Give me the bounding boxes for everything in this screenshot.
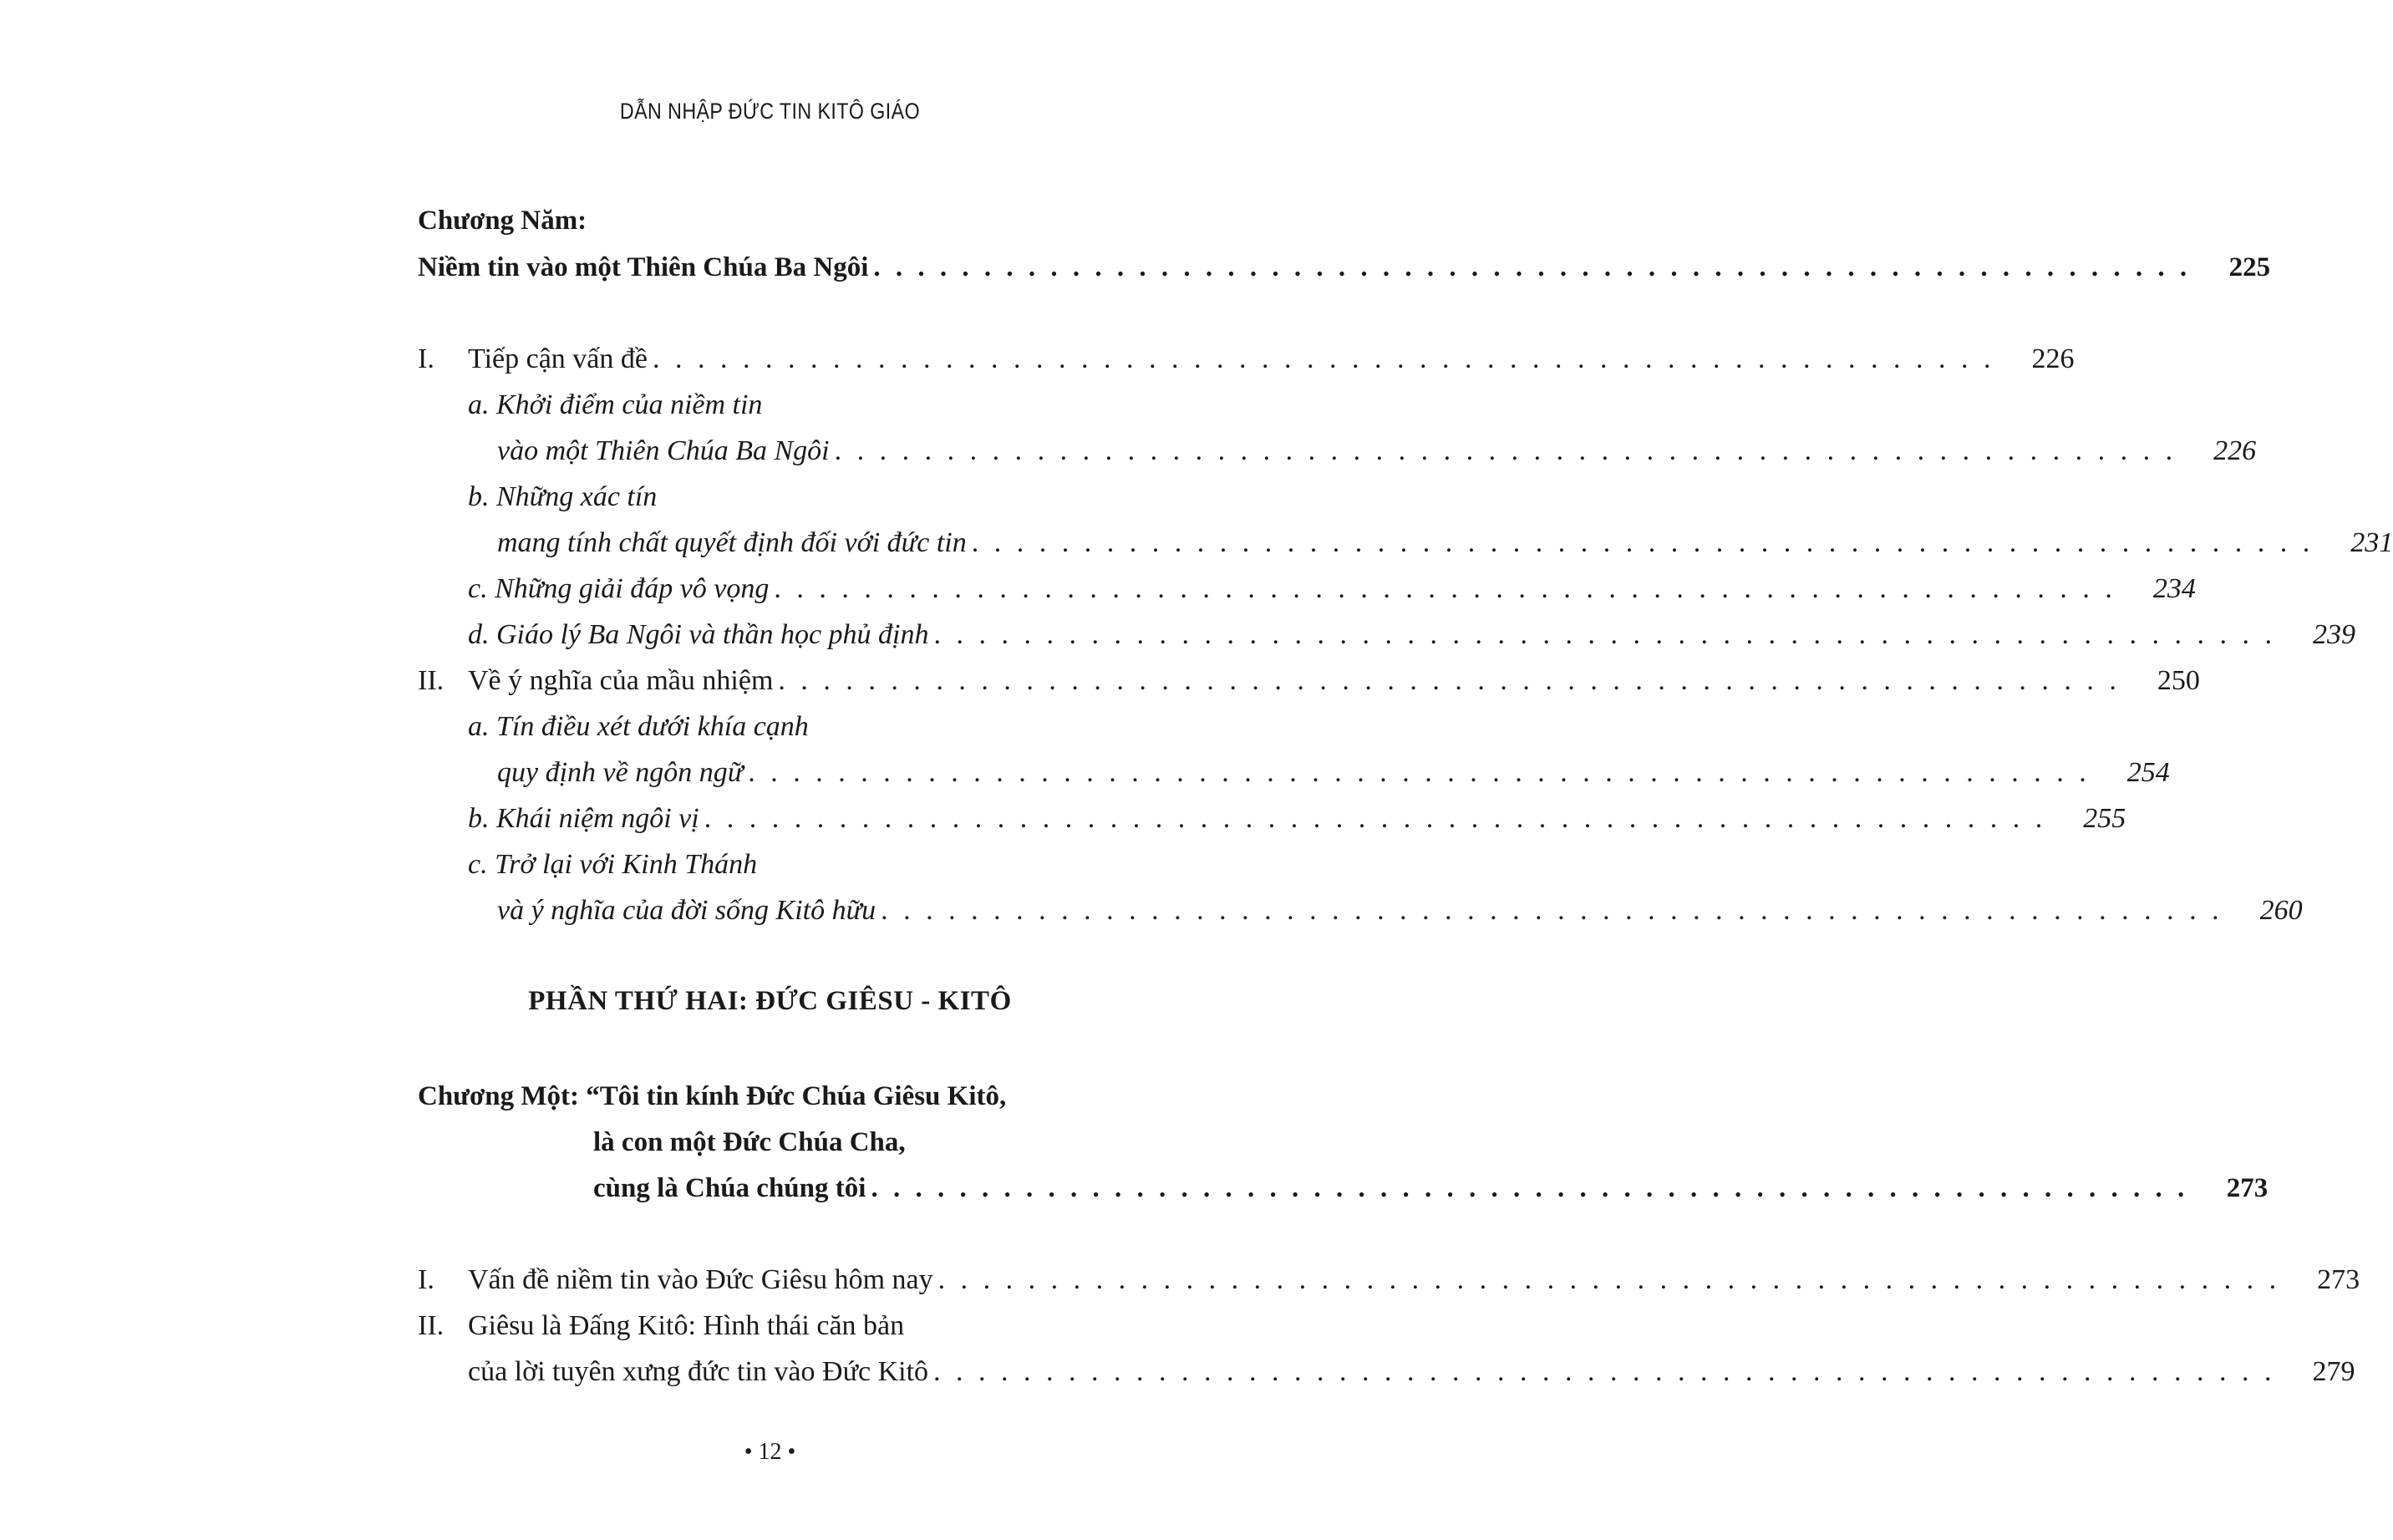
toc-entry-line — [418, 1308, 1157, 1344]
dot-leader: . . . . . . . . . . . . . . . . . . . . . . . . . . . . . . . . . . . . . . . . . . . . . . . . . . . . . . . . . . . . — [933, 619, 2277, 650]
toc-entry-section-i[interactable] — [418, 341, 2075, 378]
section-number: I. — [418, 1264, 434, 1295]
dot-leader: . . . . . . . . . . . . . . . . . . . . . . . . . . . . . . . . . . . . . . . . . . . . . . . . . . . . . . . . . . . . — [933, 1356, 2276, 1387]
toc-entry-chapter-five[interactable] — [418, 249, 2271, 286]
section-number: I. — [418, 343, 434, 374]
toc-entry-section-ii[interactable] — [418, 663, 2200, 699]
section-number: II. — [418, 1310, 445, 1341]
chapter-five-label: Chương Năm: — [418, 206, 587, 236]
page-number: 239 — [2313, 619, 2356, 650]
toc-subentry-i-c[interactable] — [468, 571, 2196, 607]
chapter-one-title: là con một Đức Chúa Cha, — [593, 1127, 906, 1157]
dot-leader: . . . . . . . . . . . . . . . . . . . . . . . . . . . . . . . . . . . . . . . . . . . . . . . . . . . . . . . . . . . . — [834, 435, 2177, 466]
subsection-title: b. Khái niệm ngôi vị — [468, 803, 699, 834]
subsection-title: và ý nghĩa của đời sống Kitô hữu — [497, 895, 876, 926]
part-heading: PHẦN THỨ HAI: ĐỨC GIÊSU - KITÔ — [528, 986, 1012, 1016]
subsection-title: a. Khởi điểm của niềm tin — [468, 389, 763, 420]
toc-chapter-line — [418, 1078, 1157, 1115]
subsection-title: c. Những giải đáp vô vọng — [468, 573, 770, 604]
dot-leader: . . . . . . . . . . . . . . . . . . . . . . . . . . . . . . . . . . . . . . . . . . . . . . . . . . . . . . . . . . . . — [704, 803, 2047, 834]
running-head: DẪN NHẬP ĐỨC TIN KITÔ GIÁO — [619, 99, 921, 124]
section-title: Tiếp cận vấn đề — [468, 343, 648, 374]
dot-leader: . . . . . . . . . . . . . . . . . . . . . . . . . . . . . . . . . . . . . . . . . . . . . . . . . . . . . . . . . . . . — [881, 895, 2223, 926]
toc-entry-chapter-one[interactable] — [593, 1170, 2269, 1207]
page-number: 254 — [2126, 757, 2170, 788]
toc-subentry-ii-c[interactable] — [497, 892, 2303, 929]
toc-subentry-line — [468, 387, 1157, 424]
dot-leader: . . . . . . . . . . . . . . . . . . . . . . . . . . . . . . . . . . . . . . . . . . . . . . . . . . . . . . . . . . . . — [748, 757, 2091, 788]
page-number: 273 — [2226, 1173, 2269, 1203]
subsection-title: quy định về ngôn ngữ — [497, 757, 744, 788]
page-number: 226 — [2031, 343, 2075, 374]
dot-leader: . . . . . . . . . . . . . . . . . . . . . . . . . . . . . . . . . . . . . . . . . . . . . . . . . . . . . . . . . . . . — [778, 665, 2121, 696]
toc-chapter-line — [593, 1124, 1157, 1161]
page-number: 250 — [2157, 665, 2200, 696]
section-title: Vấn đề niềm tin vào Đức Giêsu hôm nay — [468, 1264, 933, 1295]
toc-entry-ch1-section-ii[interactable] — [468, 1354, 2355, 1390]
toc-subentry-ii-b[interactable] — [468, 800, 2126, 837]
subsection-title: b. Những xác tín — [468, 481, 658, 512]
toc-subentry-i-a[interactable] — [497, 433, 2257, 470]
toc-chapter-label — [418, 202, 1157, 239]
section-title: của lời tuyên xưng đức tin vào Đức Kitô — [468, 1356, 929, 1387]
page-folio: • 12 • — [744, 1439, 796, 1465]
chapter-five-title: Niềm tin vào một Thiên Chúa Ba Ngôi — [418, 252, 869, 282]
subsection-title: c. Trở lại với Kinh Thánh — [468, 849, 758, 880]
toc-subentry-i-b[interactable] — [497, 525, 2393, 562]
dot-leader: . . . . . . . . . . . . . . . . . . . . . . . . . . . . . . . . . . . . . . . . . . . . . . . . . . . . . . . . . . . . — [652, 343, 1995, 374]
toc-subentry-line — [468, 846, 1157, 883]
dot-leader: . . . . . . . . . . . . . . . . . . . . . . . . . . . . . . . . . . . . . . . . . . . . . . . . . . . . . . . . . . . . — [873, 252, 2192, 282]
page-number: 255 — [2083, 803, 2126, 834]
page-number: 234 — [2152, 573, 2196, 604]
page-number: 279 — [2312, 1356, 2355, 1387]
section-title: Giêsu là Đấng Kitô: Hình thái căn bản — [468, 1310, 905, 1341]
page-number: 231 — [2350, 527, 2393, 558]
subsection-title: vào một Thiên Chúa Ba Ngôi — [497, 435, 830, 466]
chapter-one-title: Chương Một: “Tôi tin kính Đức Chúa Giêsu Kitô, — [418, 1081, 1007, 1111]
dot-leader: . . . . . . . . . . . . . . . . . . . . . . . . . . . . . . . . . . . . . . . . . . . . . . . . . . . . . . . . . . . . — [871, 1173, 2189, 1203]
dot-leader: . . . . . . . . . . . . . . . . . . . . . . . . . . . . . . . . . . . . . . . . . . . . . . . . . . . . . . . . . . . . — [774, 573, 2116, 604]
subsection-title: a. Tín điều xét dưới khía cạnh — [468, 711, 809, 742]
toc-subentry-line — [468, 479, 1157, 516]
section-number: II. — [418, 665, 445, 696]
toc-entry-ch1-section-i[interactable] — [418, 1262, 2360, 1299]
chapter-one-title: cùng là Chúa chúng tôi — [593, 1173, 866, 1203]
toc-subentry-line — [468, 709, 1157, 745]
page-number: 225 — [2228, 252, 2271, 282]
dot-leader: . . . . . . . . . . . . . . . . . . . . . . . . . . . . . . . . . . . . . . . . . . . . . . . . . . . . . . . . . . . . — [971, 527, 2314, 558]
section-title: Về ý nghĩa của mầu nhiệm — [468, 665, 774, 696]
toc-subentry-i-d[interactable] — [468, 617, 2356, 653]
subsection-title: d. Giáo lý Ba Ngôi và thần học phủ định — [468, 619, 929, 650]
page-number: 226 — [2213, 435, 2257, 466]
toc-subentry-ii-a[interactable] — [497, 755, 2170, 791]
subsection-title: mang tính chất quyết định đối với đức tin — [497, 527, 967, 558]
dot-leader: . . . . . . . . . . . . . . . . . . . . . . . . . . . . . . . . . . . . . . . . . . . . . . . . . . . . . . . . . . . . — [937, 1264, 2281, 1295]
page-number: 273 — [2317, 1264, 2360, 1295]
page-number: 260 — [2259, 895, 2303, 926]
